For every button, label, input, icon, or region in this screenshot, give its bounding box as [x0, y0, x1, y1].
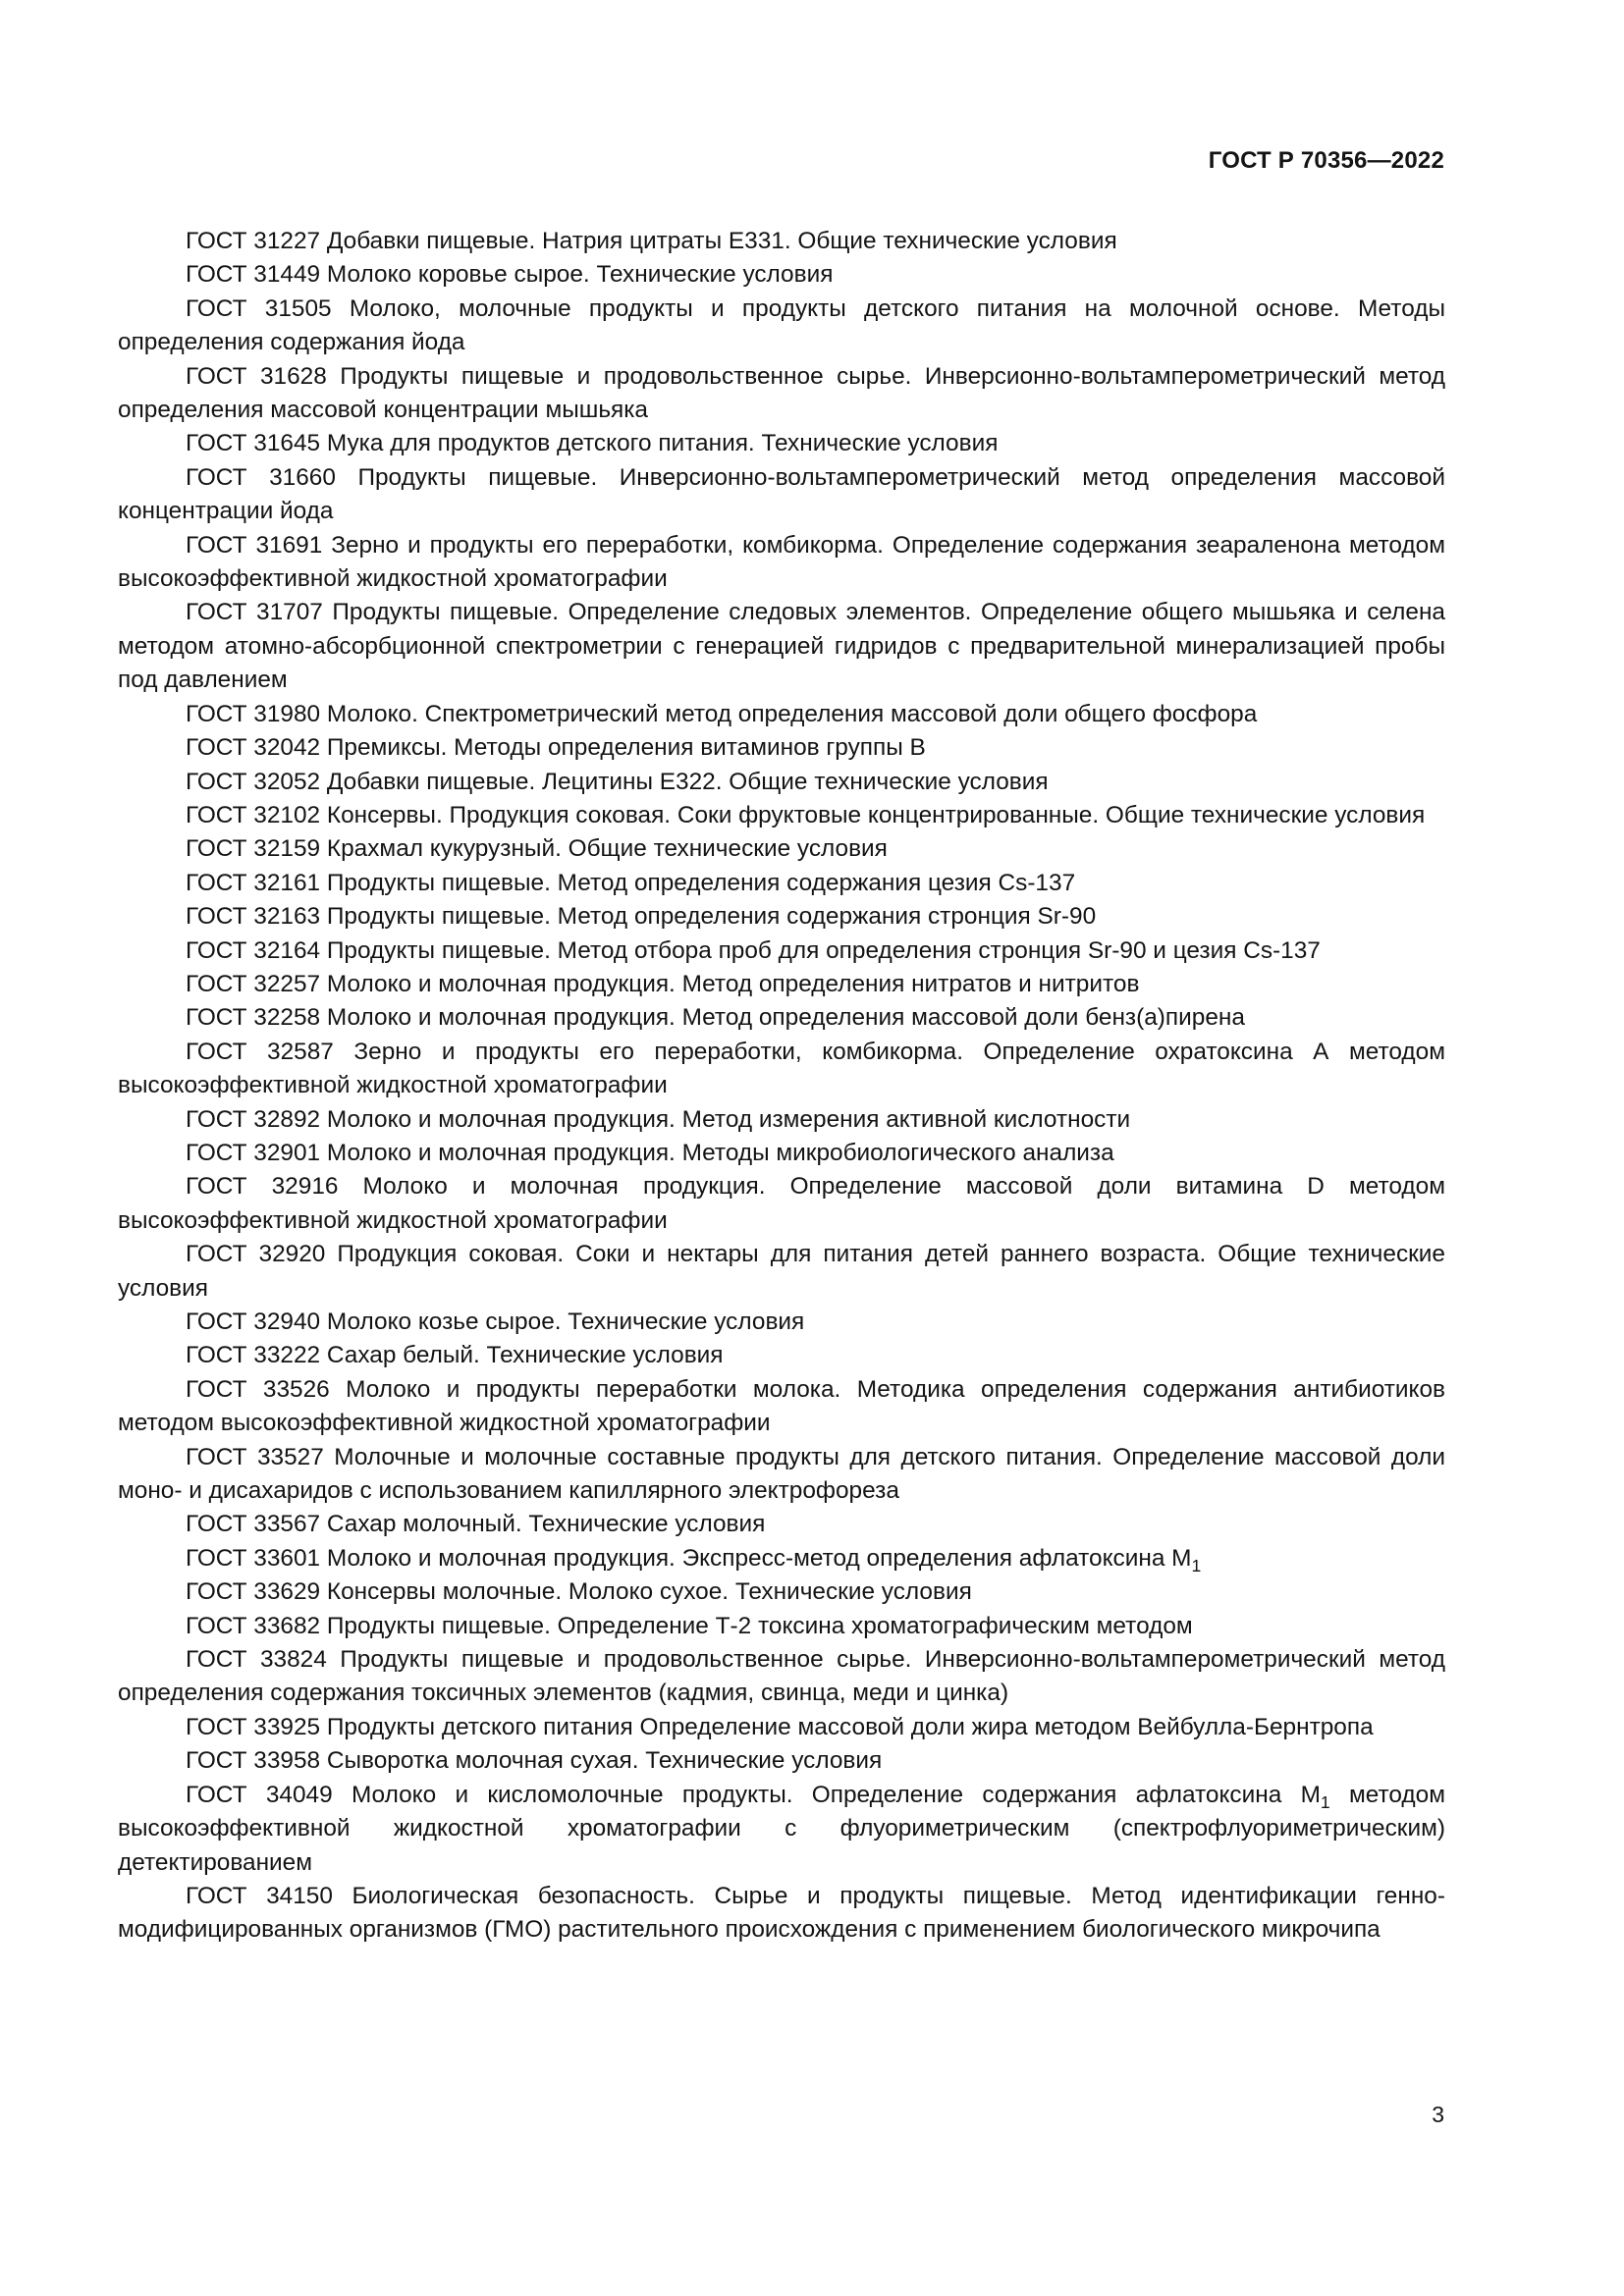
- reference-text: ГОСТ 32940 Молоко козье сырое. Технические условия: [186, 1308, 805, 1335]
- reference-item: [118, 766, 1445, 799]
- reference-text: ГОСТ 32257 Молоко и молочная продукция. Метод определения нитратов и нитритов: [186, 970, 1140, 997]
- reference-text: ГОСТ 31645 Мука для продуктов детского питания. Технические условия: [186, 430, 999, 457]
- reference-text: ГОСТ 32161 Продукты пищевые. Метод определения содержания цезия Cs-137: [186, 869, 1076, 896]
- reference-item: [118, 360, 1445, 428]
- reference-text: ГОСТ 33958 Сыворотка молочная сухая. Технические условия: [186, 1747, 883, 1775]
- page-number: 3: [1432, 2102, 1444, 2127]
- reference-text: ГОСТ 32052 Добавки пищевые. Лецитины Е322. Общие технические условия: [186, 768, 1049, 795]
- reference-item: [118, 427, 1445, 460]
- reference-text: ГОСТ 33222 Сахар белый. Технические условия: [186, 1342, 724, 1369]
- reference-item: [118, 529, 1445, 597]
- normative-references-list: [118, 225, 1445, 1948]
- reference-text: ГОСТ 33567 Сахар молочный. Технические условия: [186, 1511, 766, 1538]
- reference-item: [118, 900, 1445, 934]
- reference-text: ГОСТ 33629 Консервы молочные. Молоко сухое. Технические условия: [186, 1578, 972, 1606]
- reference-item: [118, 1744, 1445, 1778]
- reference-item: [118, 225, 1445, 258]
- reference-item: [118, 1880, 1445, 1948]
- reference-item: [118, 1643, 1445, 1711]
- reference-text: ГОСТ 33682 Продукты пищевые. Определение Т-2 токсина хроматографическим методом: [186, 1612, 1193, 1639]
- reference-subscript: 1: [1320, 1791, 1330, 1812]
- reference-item: [118, 1711, 1445, 1744]
- reference-text: ГОСТ 34150 Биологическая безопасность. Сырье и продукты пищевые. Метод идентификации генно-модифицированных организмов (ГМО) растительного происхождения с применением биологического микрочипа: [118, 1882, 1445, 1944]
- reference-text: ГОСТ 31691 Зерно и продукты его переработки, комбикорма. Определение содержания зеараленона методом высокоэффективной жидкостной хроматографии: [118, 531, 1445, 593]
- reference-text: ГОСТ 32164 Продукты пищевые. Метод отбора проб для определения стронция Sr-90 и цезия Cs-137: [186, 936, 1321, 964]
- reference-subscript: 1: [1191, 1555, 1202, 1575]
- reference-item: [118, 1339, 1445, 1372]
- reference-item: [118, 293, 1445, 360]
- reference-item: [118, 968, 1445, 1001]
- reference-text: ГОСТ 31707 Продукты пищевые. Определение следовых элементов. Определение общего мышьяка и селена методом атомно-абсорбционной спектрометрии с генерацией гидридов с предварительной минерализацией пробы под давлением: [118, 599, 1445, 694]
- reference-text: ГОСТ 32159 Крахмал кукурузный. Общие технические условия: [186, 835, 888, 863]
- reference-item: [118, 1441, 1445, 1509]
- reference-item: [118, 1001, 1445, 1035]
- reference-text: ГОСТ 32258 Молоко и молочная продукция. Метод определения массовой доли бенз(а)пирена: [186, 1004, 1245, 1032]
- reference-item: [118, 1373, 1445, 1441]
- reference-text: ГОСТ 33601 Молоко и молочная продукция. Экспресс-метод определения афлатоксина M: [186, 1544, 1192, 1572]
- reference-item: [118, 1779, 1445, 1880]
- reference-text: ГОСТ 33824 Продукты пищевые и продовольственное сырье. Инверсионно-вольтамперометрический метод определения содержания токсичных элементов (кадмия, свинца, меди и цинка): [118, 1646, 1445, 1707]
- reference-item: [118, 731, 1445, 765]
- reference-item: [118, 1575, 1445, 1609]
- reference-item: [118, 1238, 1445, 1306]
- reference-text: ГОСТ 31449 Молоко коровье сырое. Технические условия: [186, 261, 834, 289]
- reference-text: ГОСТ 33526 Молоко и продукты переработки молока. Методика определения содержания антибиотиков методом высокоэффективной жидкостной хроматографии: [118, 1375, 1445, 1437]
- reference-item: [118, 832, 1445, 866]
- reference-item: [118, 258, 1445, 292]
- reference-text: ГОСТ 32102 Консервы. Продукция соковая. Соки фруктовые концентрированные. Общие технические условия: [186, 801, 1426, 828]
- reference-text: ГОСТ 32920 Продукция соковая. Соки и нектары для питания детей раннего возраста. Общие технические условия: [118, 1241, 1445, 1302]
- reference-item: [118, 1036, 1445, 1103]
- reference-item: [118, 867, 1445, 900]
- reference-text: ГОСТ 34049 Молоко и кисломолочные продукты. Определение содержания афлатоксина M: [186, 1781, 1321, 1808]
- reference-text: ГОСТ 31980 Молоко. Спектрометрический метод определения массовой доли общего фосфора: [186, 700, 1258, 727]
- reference-text: ГОСТ 32163 Продукты пищевые. Метод определения содержания стронция Sr-90: [186, 903, 1097, 931]
- reference-item: [118, 1306, 1445, 1339]
- reference-text: ГОСТ 32042 Премиксы. Методы определения витаминов группы В: [186, 734, 926, 762]
- reference-item: [118, 1542, 1445, 1575]
- reference-item: [118, 1610, 1445, 1643]
- reference-item: [118, 1103, 1445, 1137]
- reference-text: ГОСТ 32892 Молоко и молочная продукция. Метод измерения активной кислотности: [186, 1105, 1131, 1133]
- reference-item: [118, 934, 1445, 968]
- reference-text: ГОСТ 31660 Продукты пищевые. Инверсионно-вольтамперометрический метод определения массовой концентрации йода: [118, 463, 1445, 525]
- reference-item: [118, 1508, 1445, 1541]
- reference-item: [118, 1137, 1445, 1170]
- reference-item: [118, 596, 1445, 697]
- reference-text: ГОСТ 31628 Продукты пищевые и продовольственное сырье. Инверсионно-вольтамперометрический метод определения массовой концентрации мышьяка: [118, 362, 1445, 424]
- reference-item: [118, 1170, 1445, 1238]
- reference-item: [118, 698, 1445, 731]
- reference-text-continued: методом высокоэффективной жидкостной хроматографии с флуориметрическим (спектрофлуориметрическим) детектированием: [118, 1781, 1445, 1876]
- reference-text: ГОСТ 32916 Молоко и молочная продукция. Определение массовой доли витамина D методом высокоэффективной жидкостной хроматографии: [118, 1173, 1445, 1234]
- reference-text: ГОСТ 32587 Зерно и продукты его переработки, комбикорма. Определение охратоксина А методом высокоэффективной жидкостной хроматографии: [118, 1038, 1445, 1099]
- reference-text: ГОСТ 31227 Добавки пищевые. Натрия цитраты Е331. Общие технические условия: [186, 228, 1117, 254]
- reference-text: ГОСТ 33527 Молочные и молочные составные продукты для детского питания. Определение массовой доли моно- и дисахаридов с использованием капиллярного электрофореза: [118, 1443, 1445, 1505]
- reference-item: [118, 799, 1445, 832]
- reference-text: ГОСТ 31505 Молоко, молочные продукты и продукты детского питания на молочной основе. Методы определения содержания йода: [118, 294, 1445, 356]
- reference-text: ГОСТ 33925 Продукты детского питания Определение массовой доли жира методом Вейбулла-Бернтропа: [186, 1713, 1374, 1740]
- document-code-header: ГОСТ Р 70356—2022: [1208, 147, 1444, 174]
- reference-item: [118, 461, 1445, 529]
- reference-text: ГОСТ 32901 Молоко и молочная продукция. Методы микробиологического анализа: [186, 1139, 1114, 1166]
